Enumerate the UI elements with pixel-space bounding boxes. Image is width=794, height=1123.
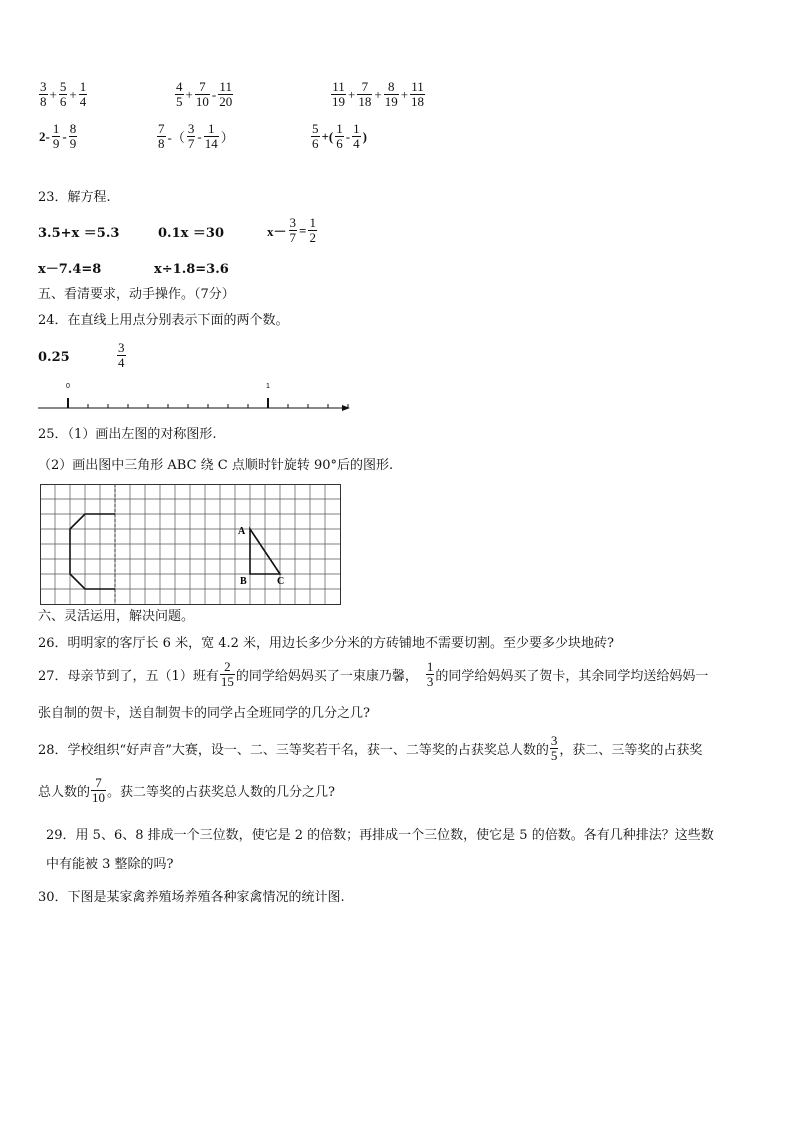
q25-line-2: （2）画出图中三角形 ABC 绕 C 点顺时针旋转 90°后的图形. xyxy=(38,458,394,473)
fraction: $\frac{7}{18}$ xyxy=(358,79,372,109)
tick-label-1: 1 xyxy=(266,383,270,390)
fraction: $\frac{7}{10}$ xyxy=(92,775,106,805)
expr-4: 2- $\frac{1}{9}$ - $\frac{8}{9}$ xyxy=(39,121,77,151)
q27-line-2: 张自制的贺卡，送自制贺卡的同学占全班同学的几分之几? xyxy=(38,706,370,721)
equation-3: x－ $\frac{3}{7}$ = $\frac{1}{2}$ xyxy=(267,215,316,245)
q26-text: 26．明明家的客厅长 6 米，宽 4.2 米，用边长多少分米的方砖铺地不需要切割。至少要多少块地砖? xyxy=(38,636,614,651)
fraction: $\frac{11}{19}$ xyxy=(332,79,345,109)
equation-5: x÷1.8=3.6 xyxy=(154,262,229,277)
fraction: $\frac{4}{5}$ xyxy=(176,79,183,109)
fraction: $\frac{1}{4}$ xyxy=(79,79,87,109)
q24-number: 0.25 xyxy=(38,350,70,365)
fraction: $\frac{1}{4}$ xyxy=(353,121,360,151)
expr-3: $\frac{11}{19}$ + $\frac{7}{18}$ + $\frac{8}{19}$ + $\frac{11}{18}$ xyxy=(332,79,425,109)
fraction: $\frac{1}{6}$ xyxy=(336,121,343,151)
fraction: $\frac{1}{14}$ xyxy=(204,121,218,151)
fraction: $\frac{7}{8}$ xyxy=(158,121,165,151)
q27-line-1: 27．母亲节到了，五（1）班有 $\frac{2}{15}$ 的同学给妈妈买了一束康乃馨， $\frac{1}{3}$ 的同学给妈妈买了贺卡，其余同学均送给妈妈一 xyxy=(38,659,709,689)
grid-figure xyxy=(40,484,342,606)
q29-line-1: 29．用 5、6、8 排成一个三位数，使它是 2 的倍数；再排成一个三位数，使它是 5 的倍数。各有几种排法？这些数 xyxy=(46,828,714,843)
fraction: $\frac{3}{8}$ xyxy=(40,79,47,109)
fraction: $\frac{3}{5}$ xyxy=(550,733,558,763)
number-line xyxy=(36,380,356,414)
fraction: $\frac{8}{19}$ xyxy=(384,79,398,109)
fraction: $\frac{1}{3}$ xyxy=(426,659,434,689)
q29-line-2: 中有能被 3 整除的吗? xyxy=(46,857,174,872)
q24-text: 24．在直线上用点分别表示下面的两个数。 xyxy=(38,313,289,328)
label-c: C xyxy=(277,576,285,587)
fraction: $\frac{5}{6}$ xyxy=(312,121,319,151)
expr-5: $\frac{7}{8}$ -（ $\frac{3}{7}$ - $\frac{1}{14}$ ） xyxy=(158,121,234,151)
section-6-heading: 六、灵活运用，解决问题。 xyxy=(38,609,195,624)
fraction: $\frac{5}{6}$ xyxy=(59,79,67,109)
q28-line-1: 28．学校组织“好声音”大赛，设一、二、三等奖若干名，获一、二等奖的占获奖总人数的 $\frac{3}{5}$ ，获二、三等奖的占获奖 xyxy=(38,733,703,763)
fraction: $\frac{1}{9}$ xyxy=(52,121,60,151)
expr-6: $\frac{5}{6}$ +( $\frac{1}{6}$ - $\frac{1}{4}$ ) xyxy=(312,121,367,151)
equation-1: 3.5+x ＝5.3 xyxy=(38,226,120,241)
fraction: $\frac{3}{4}$ xyxy=(118,340,125,370)
expr-1: $\frac{3}{8}$ + $\frac{5}{6}$ + $\frac{1}{4}$ xyxy=(40,79,87,109)
fraction: $\frac{3}{7}$ xyxy=(289,215,297,245)
left-shape xyxy=(70,514,115,589)
fraction: $\frac{11}{20}$ xyxy=(219,79,233,109)
fraction: $\frac{7}{10}$ xyxy=(195,79,209,109)
equation-2: 0.1x ＝30 xyxy=(158,226,224,241)
fraction: $\frac{2}{15}$ xyxy=(220,659,234,689)
q28-line-2: 总人数的 $\frac{7}{10}$ 。获二等奖的占获奖总人数的几分之几? xyxy=(38,775,335,805)
fraction: $\frac{11}{18}$ xyxy=(411,79,425,109)
q30-text: 30．下图是某家禽养殖场养殖各种家禽情况的统计图. xyxy=(38,890,345,905)
expr-2: $\frac{4}{5}$ + $\frac{7}{10}$ - $\frac{11}{20}$ xyxy=(176,79,233,109)
label-b: B xyxy=(240,576,247,587)
fraction: $\frac{8}{9}$ xyxy=(69,121,77,151)
q25-line-1: 25．（1）画出左图的对称图形. xyxy=(38,427,217,442)
tick-label-0: 0 xyxy=(66,383,70,390)
section-5-heading: 五、看清要求，动手操作。（7分） xyxy=(38,287,235,302)
fraction: $\frac{1}{2}$ xyxy=(309,215,316,245)
fraction: $\frac{3}{7}$ xyxy=(187,121,195,151)
q23-title: 23．解方程. xyxy=(38,190,111,205)
equation-4: x－7.4=8 xyxy=(38,262,102,277)
q24-fraction xyxy=(116,341,127,370)
label-a: A xyxy=(238,526,246,537)
